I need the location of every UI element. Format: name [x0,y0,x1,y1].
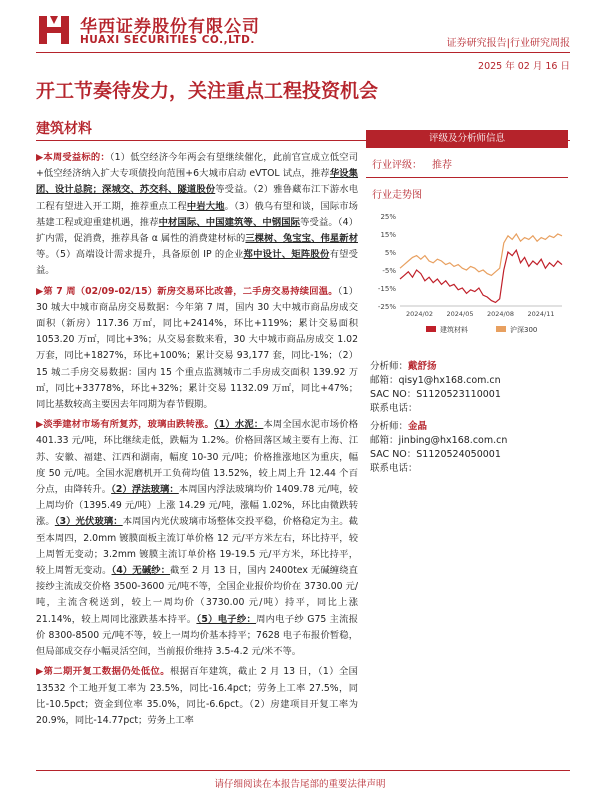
chart-title: 行业走势图 [372,190,422,201]
body-text: （1）30 城大中城市商品房交易数据：今年第 7 周，国内 30 大中城市商品房成交面积（新房）117.36 万㎡，同比+2414%，环比+119%；累计交易面积 1053.20 万㎡，同比+3%；从交易套数来看，30 大中城市商品房成交 1.02 万套，同比+1827%，环比+100%；累计交易 93,177 套，同比-1%；（2）15 城二手房交易数据：国内 15 个重点监测城市二手房成交面积 139.92 万㎡，同比+33778%，环比+32%；累计交易 1132.09 万㎡，同比+47%；同比基数较高主要因去年同期为春节假期。 [36,285,358,411]
body-text: 本周全国水泥市场价格 401.33 元/吨，环比继续走低，跌幅为 1.2%。价格回落区域主要有上海、江苏、安徽、福建、江西和湖南，幅度 10-30 元/吨；价格推涨地区为重庆，幅度 50 元/吨。全国水泥磨机开工负荷均值 13.52%，较上周上升 12.44 个百分点，由降转升。 [36,419,358,496]
sub-heading: （4）无碱纱： [111,565,171,577]
body-text: 周内电子纱 G75 主流报价 8300-8500 元/吨不等，较上一周均价基本持平；7628 电子布报价暂稳，但局部成交存小幅灵活空间，当前报价维持 3.5-4.2 元/米不等。 [36,613,359,658]
sac-label: SAC NO： [370,449,417,460]
y-tick-label: 25% [380,213,396,221]
y-tick-label: 5% [384,249,396,257]
body-text: 等受益。（4）扩内需，促消费，推荐具备 α 属性的消费建材标的 [36,216,358,245]
paragraph-construction [36,664,358,729]
sub-heading: （3）光伏玻璃： [54,516,123,528]
body-text: 本周国内浮法玻璃均价 1409.78 元/吨，较上周均价（1395.49 元/吨）上涨 14.29 元/吨，涨幅 1.02%，环比由微跌转涨。 [36,484,358,528]
y-tick-label: -15% [377,285,396,293]
analyst-name: 金晶 [408,421,428,432]
x-tick-label: 2024/05 [446,310,474,318]
company-logo-icon [36,12,72,48]
sub-heading: （5）电子纱： [196,613,257,625]
highlighted-stocks: 华设集团、设计总院；深城交、苏交科、隧道股份 [36,168,358,196]
section-heading: ▶本周受益标的： [36,152,110,163]
legal-footer: 请仔细阅读在本报告尾部的重要法律声明 [214,779,386,790]
body-text: 根据百年建筑，截止 2 月 13 日，（1）全国 13532 个工地开复工率为 23.5%，同比-16.4pct；劳务上工率 27.5%，同比-10.5pct；资金到位率 35.0%，同比-6.6pct。（2）房建项目开复工率为 20.9%，同比-14.77pct；劳务上工率 [36,666,358,726]
sidebar [366,130,568,201]
body-text: 截至 2 月 13 日，国内 2400tex 无碱缠绕直接纱主流成交价格 3500-3600 元/吨不等，全国企业报价均价在 3730.00 元/吨，主流含税送到，较上一周均价（3730.00 元/吨）持平，同比上涨 21.14%，较上周同比涨跌基本持平。 [36,565,358,625]
section-heading: ▶淡季建材市场有所复苏，玻璃由跌转涨。 [36,419,214,431]
report-date: 2025 年 02 月 16 日 [478,61,570,72]
email-label: 邮箱： [370,375,399,386]
legend-swatch [496,326,506,332]
highlighted-stocks: 郑中设计、矩阵股份 [243,249,330,261]
body-text: 本周国内光伏玻璃市场整体交投平稳，价格稳定为主。截至本周四，2.0mm 镀膜面板主流订单价格 12 元/平方米左右，环比持平，较上周暂无变动；3.2mm 镀膜主流订单价格 19-19.5 元/平方米，环比持平，较上周暂无变动。 [36,516,358,577]
rating-divider [366,177,568,178]
x-tick-label: 2024/08 [487,310,515,318]
report-title: 开工节奏待发力，关注重点工程投资机会 [36,80,379,102]
phone-label: 联系电话： [370,403,418,414]
x-tick-label: 2024/02 [406,310,434,318]
highlighted-stocks: 中岩大地 [186,200,225,212]
y-tick-label: -5% [382,267,396,275]
analyst-block-1 [370,360,568,416]
sector-label: 建筑材料 [36,121,92,137]
rating-box-title: 评级及分析师信息 [366,130,568,148]
company-name-cn: 华西证券股份有限公司 [80,17,260,37]
main-text [36,150,358,733]
footer-divider [36,770,570,771]
y-tick-label: 15% [380,231,396,239]
paragraph-beneficiaries [36,150,358,280]
analyst-role: 分析师： [370,361,409,372]
paragraph-materials [36,417,358,660]
paragraph-housing [36,284,358,414]
trend-chart [366,208,568,348]
series-line-1 [400,234,562,275]
series-line-0 [400,250,562,302]
rating-label: 行业评级： [372,160,422,171]
highlighted-stocks: 中材国际、中国建筑等、中钢国际 [158,216,301,228]
body-text: 等受益。（2）雅鲁藏布江下游水电工程有望进入开工期，推荐重点工程 [36,184,358,212]
section-heading: ▶第二期开复工数据仍处低位。 [36,666,170,678]
body-text: 有望受益。 [36,249,358,277]
legend-label: 建筑材料 [440,326,468,334]
company-name-en: HUAXI SECURITIES CO.,LTD. [80,34,255,46]
x-tick-label: 2024/11 [527,310,555,318]
sac-label: SAC NO： [370,389,417,400]
email-label: 邮箱： [370,435,399,446]
highlighted-stocks: 三棵树、兔宝宝、伟星新材 [245,233,358,245]
analyst-role: 分析师： [370,421,409,432]
body-text: 。（3）俄乌有望和谈，国际市场基建工程或迎重建机遇，推荐 [36,200,358,228]
section-heading: ▶第 7 周（02/09-02/15）新房交易环比改善，二手房交易持续回温。 [36,285,338,297]
legend-label: 沪深300 [510,326,538,334]
legend-swatch [426,326,436,332]
body-text: （1）低空经济今年两会有望继续催化，此前官宣成立低空司+低空经济纳入扩大专项债投向范围+6大城市启动 eVTOL 试点，推荐 [36,152,358,180]
report-type: 证券研究报告|行业研究周报 [446,38,570,49]
industry-rating [366,156,568,171]
analyst-sac: S1120523110001 [416,389,501,400]
y-tick-label: -25% [377,303,396,311]
analyst-email[interactable]: qisy1@hx168.com.cn [398,375,501,386]
sub-heading: （2）浮法玻璃： [111,484,179,496]
rating-value: 推荐 [432,160,452,171]
analyst-email[interactable]: jinbing@hx168.com.cn [398,435,508,446]
header-divider [36,52,570,53]
phone-label: 联系电话： [370,463,418,474]
analyst-block-2 [370,420,568,476]
analyst-name: 戴舒扬 [408,361,437,372]
analyst-sac: S1120524050001 [416,449,501,460]
body-text: 等。（5）高端设计需求提升，具备原创 IP 的企业 [36,249,244,261]
sub-heading: （1）水泥： [213,419,264,431]
